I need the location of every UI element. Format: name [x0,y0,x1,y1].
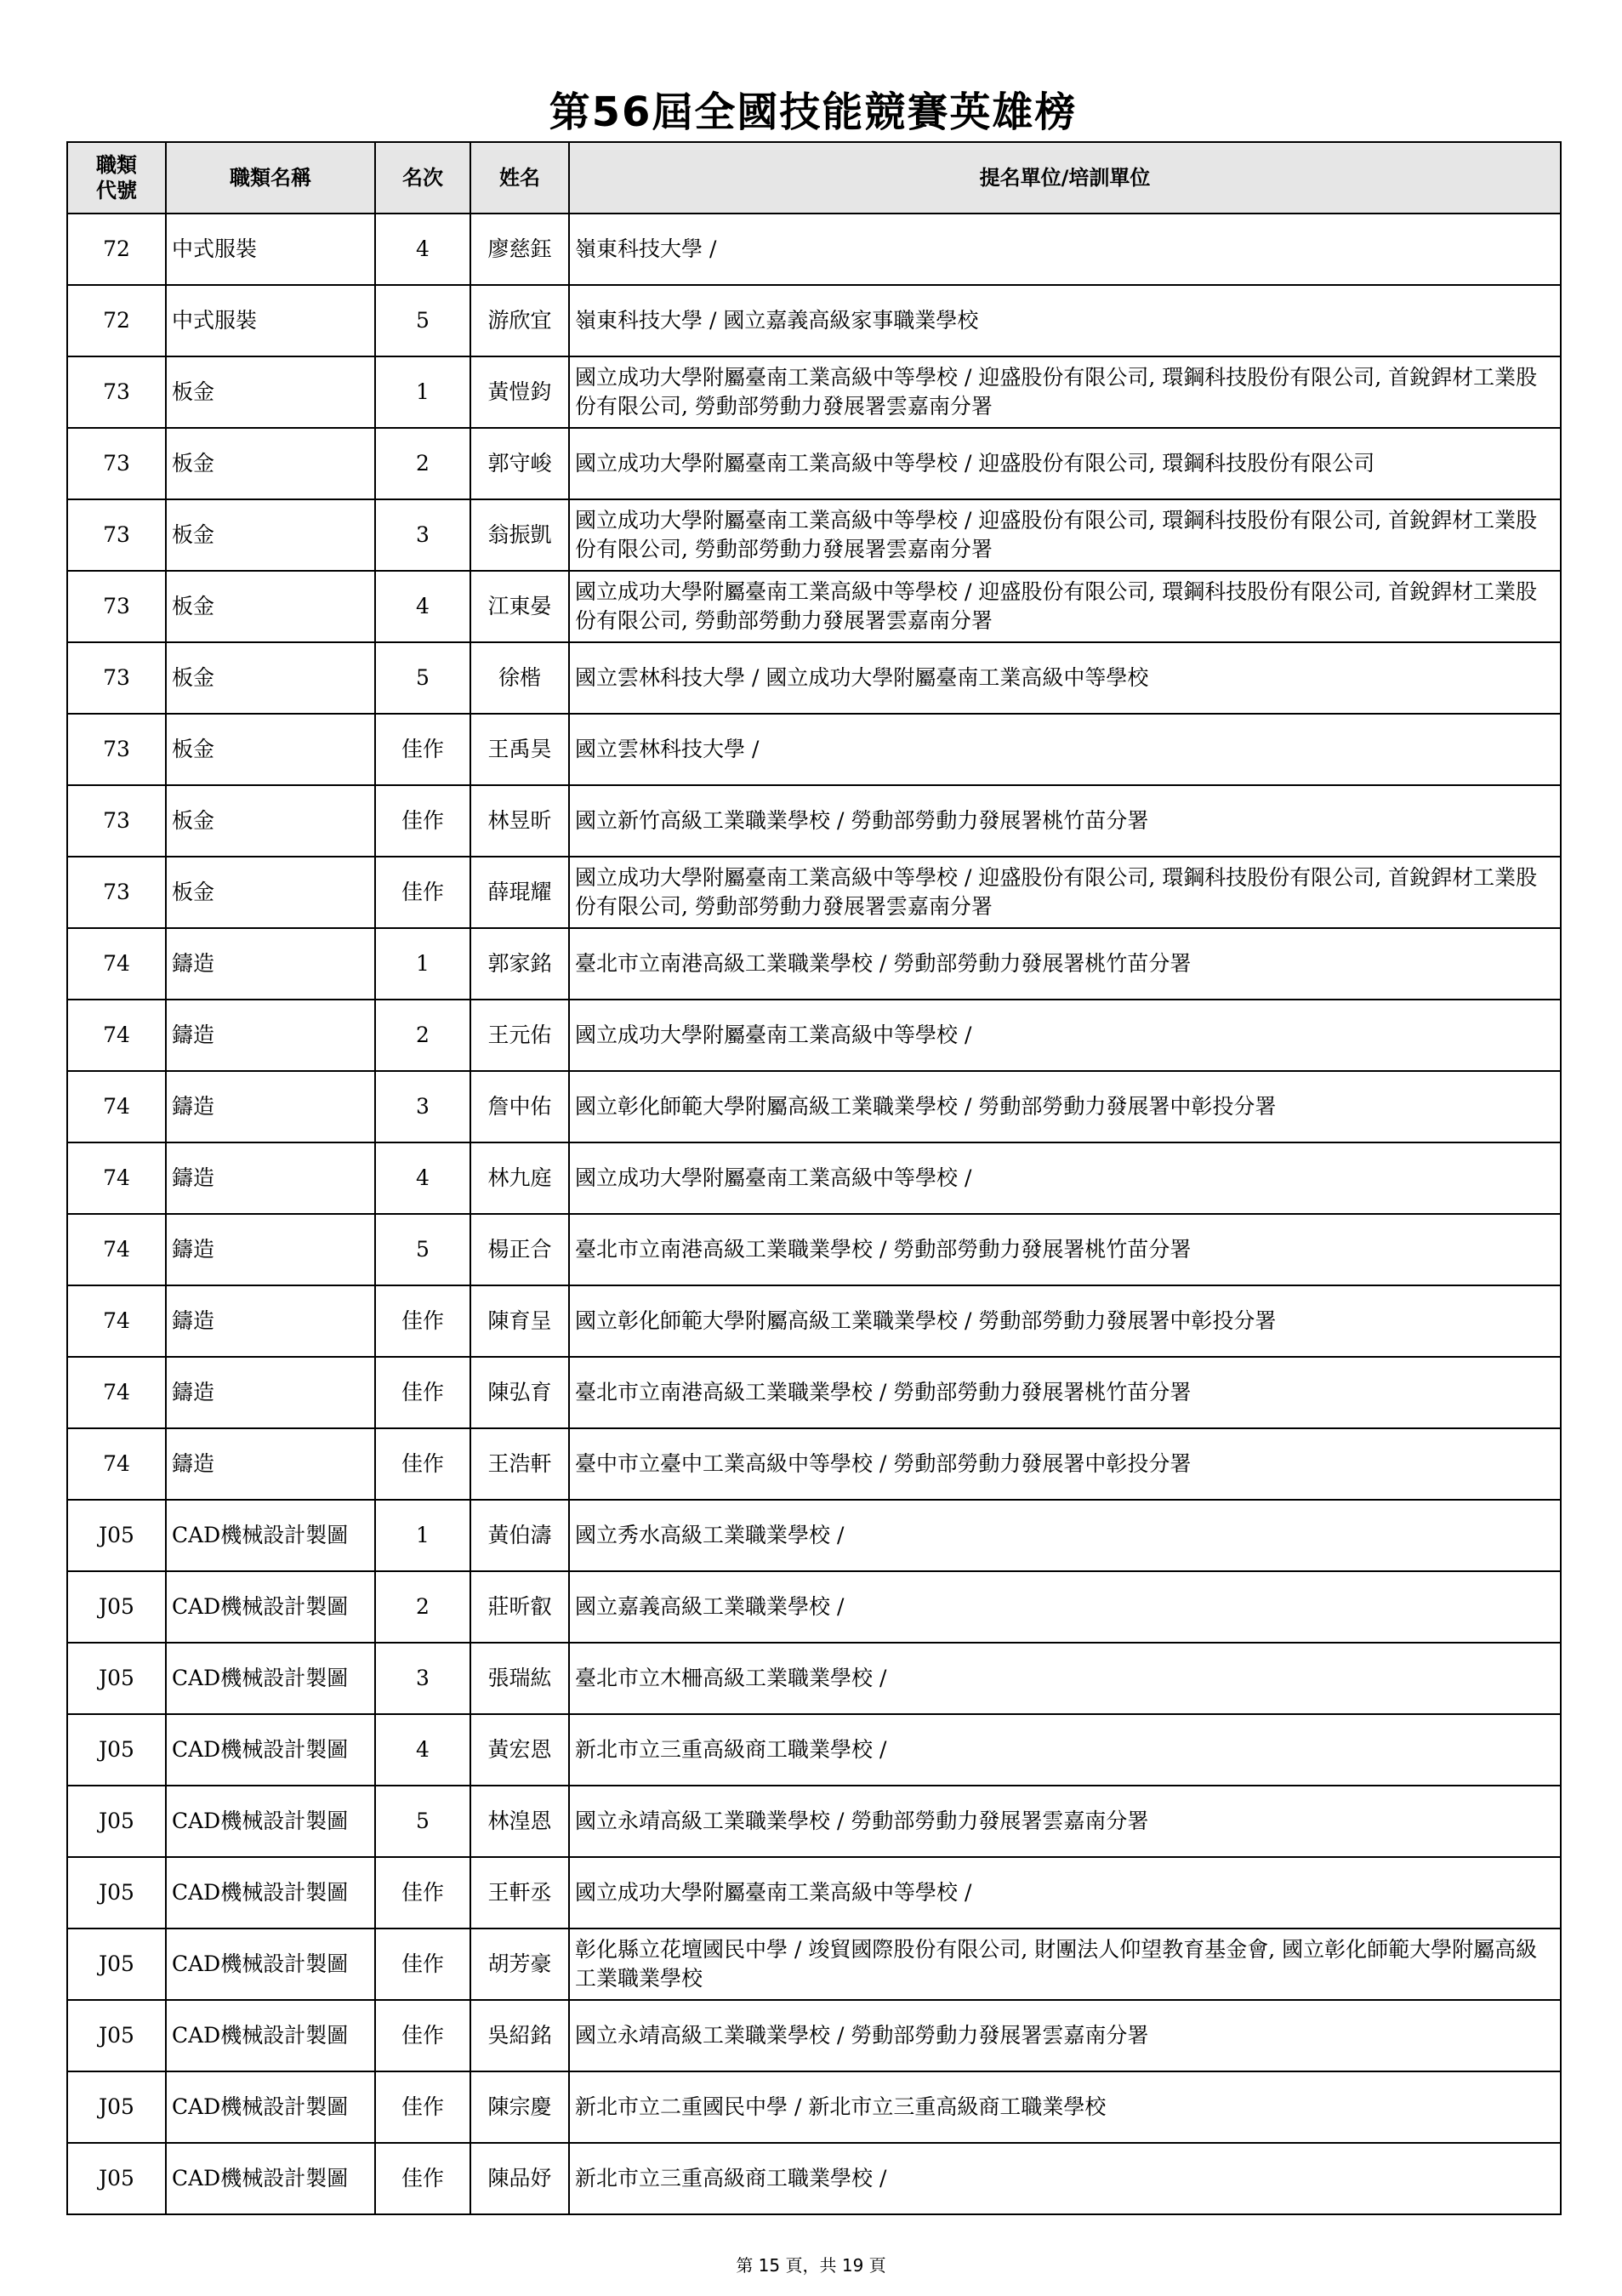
cell-code: 74 [67,1285,166,1357]
cell-category: 板金 [166,714,375,785]
table-row [67,1357,1561,1428]
cell-name: 黃伯濤 [470,1500,569,1571]
cell-rank: 3 [375,499,470,571]
cell-name: 翁振凱 [470,499,569,571]
cell-category: 鑄造 [166,1000,375,1071]
cell-code: 73 [67,785,166,857]
cell-name: 郭家銘 [470,928,569,1000]
table-header-row [67,142,1561,214]
cell-code: J05 [67,2143,166,2214]
table-row [67,1643,1561,1714]
table-row [67,1214,1561,1285]
cell-unit: 國立彰化師範大學附屬高級工業職業學校 / 勞動部勞動力發展署中彰投分署 [569,1285,1561,1357]
cell-unit: 國立永靖高級工業職業學校 / 勞動部勞動力發展署雲嘉南分署 [569,1786,1561,1857]
cell-name: 張瑞紘 [470,1643,569,1714]
table-row [67,2143,1561,2214]
cell-code: 74 [67,1357,166,1428]
cell-rank: 5 [375,1786,470,1857]
cell-rank: 佳作 [375,2071,470,2143]
cell-unit: 新北市立二重國民中學 / 新北市立三重高級商工職業學校 [569,2071,1561,2143]
cell-category: 鑄造 [166,1071,375,1142]
cell-rank: 5 [375,1214,470,1285]
table-row [67,428,1561,499]
cell-category: 板金 [166,499,375,571]
cell-code: 74 [67,1000,166,1071]
cell-rank: 2 [375,1000,470,1071]
cell-rank: 佳作 [375,1428,470,1500]
table-row [67,285,1561,356]
cell-code: 74 [67,1428,166,1500]
table-row [67,214,1561,285]
cell-rank: 佳作 [375,2000,470,2071]
cell-code: J05 [67,1643,166,1714]
cell-category: 鑄造 [166,1214,375,1285]
cell-name: 胡芳豪 [470,1929,569,2000]
cell-name: 陳宗慶 [470,2071,569,2143]
cell-rank: 4 [375,1142,470,1214]
cell-name: 吳紹銘 [470,2000,569,2071]
table-row [67,714,1561,785]
cell-code: 74 [67,1071,166,1142]
table-row [67,1786,1561,1857]
cell-name: 陳育呈 [470,1285,569,1357]
cell-code: J05 [67,1500,166,1571]
cell-code: 74 [67,1214,166,1285]
cell-code: 73 [67,857,166,928]
column-header-code: 職類 代號 [67,142,166,214]
cell-name: 江東晏 [470,571,569,642]
cell-category: 板金 [166,428,375,499]
cell-category: CAD機械設計製圖 [166,2143,375,2214]
cell-rank: 2 [375,1571,470,1643]
cell-rank: 佳作 [375,1285,470,1357]
table-row [67,356,1561,428]
page-title: 第56屆全國技能競賽英雄榜 [549,88,1078,136]
cell-name: 林昱昕 [470,785,569,857]
cell-unit: 臺北市立南港高級工業職業學校 / 勞動部勞動力發展署桃竹苗分署 [569,1214,1561,1285]
cell-name: 林湟恩 [470,1786,569,1857]
cell-name: 郭守峻 [470,428,569,499]
cell-rank: 佳作 [375,1857,470,1929]
cell-category: 鑄造 [166,928,375,1000]
table-body [67,214,1561,2214]
cell-code: 72 [67,214,166,285]
table-row [67,1142,1561,1214]
cell-code: J05 [67,2000,166,2071]
cell-unit: 國立成功大學附屬臺南工業高級中等學校 / [569,1857,1561,1929]
cell-rank: 佳作 [375,857,470,928]
cell-name: 陳弘育 [470,1357,569,1428]
cell-name: 王禹昊 [470,714,569,785]
cell-unit: 新北市立三重高級商工職業學校 / [569,2143,1561,2214]
cell-category: CAD機械設計製圖 [166,1786,375,1857]
cell-unit: 國立成功大學附屬臺南工業高級中等學校 / [569,1142,1561,1214]
table-row [67,642,1561,714]
cell-unit: 國立成功大學附屬臺南工業高級中等學校 / 迎盛股份有限公司, 環鋼科技股份有限公司 [569,428,1561,499]
cell-category: CAD機械設計製圖 [166,1857,375,1929]
cell-category: 板金 [166,571,375,642]
cell-code: J05 [67,1714,166,1786]
cell-name: 廖慈鈺 [470,214,569,285]
cell-name: 游欣宜 [470,285,569,356]
table-row [67,2071,1561,2143]
cell-category: CAD機械設計製圖 [166,1500,375,1571]
table-row [67,1929,1561,2000]
cell-category: 中式服裝 [166,285,375,356]
cell-rank: 1 [375,928,470,1000]
cell-category: 鑄造 [166,1428,375,1500]
cell-category: 板金 [166,642,375,714]
cell-unit: 國立秀水高級工業職業學校 / [569,1500,1561,1571]
cell-unit: 嶺東科技大學 / 國立嘉義高級家事職業學校 [569,285,1561,356]
cell-category: 鑄造 [166,1142,375,1214]
cell-unit: 國立成功大學附屬臺南工業高級中等學校 / [569,1000,1561,1071]
cell-category: CAD機械設計製圖 [166,2071,375,2143]
cell-unit: 國立成功大學附屬臺南工業高級中等學校 / 迎盛股份有限公司, 環鋼科技股份有限公司, 首銳銲材工業股份有限公司, 勞動部勞動力發展署雲嘉南分署 [569,499,1561,571]
page-number: 第 15 頁，共 19 頁 [736,2255,886,2276]
cell-code: J05 [67,1857,166,1929]
column-header-rank: 名次 [375,142,470,214]
cell-unit: 臺北市立木柵高級工業職業學校 / [569,1643,1561,1714]
cell-category: CAD機械設計製圖 [166,1714,375,1786]
cell-category: 板金 [166,356,375,428]
cell-unit: 國立新竹高級工業職業學校 / 勞動部勞動力發展署桃竹苗分署 [569,785,1561,857]
cell-code: 73 [67,428,166,499]
cell-rank: 4 [375,571,470,642]
cell-unit: 國立雲林科技大學 / 國立成功大學附屬臺南工業高級中等學校 [569,642,1561,714]
cell-name: 莊昕叡 [470,1571,569,1643]
cell-unit: 國立彰化師範大學附屬高級工業職業學校 / 勞動部勞動力發展署中彰投分署 [569,1071,1561,1142]
cell-rank: 4 [375,214,470,285]
table-row [67,1000,1561,1071]
cell-category: 鑄造 [166,1357,375,1428]
table-row [67,857,1561,928]
cell-unit: 國立成功大學附屬臺南工業高級中等學校 / 迎盛股份有限公司, 環鋼科技股份有限公司, 首銳銲材工業股份有限公司, 勞動部勞動力發展署雲嘉南分署 [569,857,1561,928]
cell-name: 黃愷鈞 [470,356,569,428]
table-row [67,785,1561,857]
cell-code: 73 [67,356,166,428]
table-row [67,1285,1561,1357]
cell-unit: 嶺東科技大學 / [569,214,1561,285]
cell-name: 王浩軒 [470,1428,569,1500]
cell-rank: 佳作 [375,714,470,785]
cell-code: J05 [67,1786,166,1857]
cell-unit: 臺北市立南港高級工業職業學校 / 勞動部勞動力發展署桃竹苗分署 [569,928,1561,1000]
cell-rank: 1 [375,356,470,428]
cell-category: CAD機械設計製圖 [166,1571,375,1643]
cell-rank: 佳作 [375,1357,470,1428]
cell-rank: 3 [375,1643,470,1714]
cell-code: 72 [67,285,166,356]
cell-name: 薛琨耀 [470,857,569,928]
table-row [67,928,1561,1000]
cell-category: CAD機械設計製圖 [166,1643,375,1714]
cell-code: 73 [67,714,166,785]
cell-unit: 臺北市立南港高級工業職業學校 / 勞動部勞動力發展署桃竹苗分署 [569,1357,1561,1428]
cell-code: 73 [67,642,166,714]
cell-code: J05 [67,1571,166,1643]
cell-unit: 國立雲林科技大學 / [569,714,1561,785]
cell-name: 王元佑 [470,1000,569,1071]
cell-name: 林九庭 [470,1142,569,1214]
cell-unit: 國立嘉義高級工業職業學校 / [569,1571,1561,1643]
cell-rank: 3 [375,1071,470,1142]
cell-code: 74 [67,1142,166,1214]
table-row [67,1071,1561,1142]
cell-name: 王軒丞 [470,1857,569,1929]
table-row [67,1428,1561,1500]
cell-name: 徐楷 [470,642,569,714]
cell-category: CAD機械設計製圖 [166,1929,375,2000]
cell-name: 陳品妤 [470,2143,569,2214]
cell-rank: 1 [375,1500,470,1571]
cell-unit: 臺中市立臺中工業高級中等學校 / 勞動部勞動力發展署中彰投分署 [569,1428,1561,1500]
cell-rank: 4 [375,1714,470,1786]
cell-code: 74 [67,928,166,1000]
cell-unit: 新北市立三重高級商工職業學校 / [569,1714,1561,1786]
cell-rank: 5 [375,642,470,714]
cell-rank: 5 [375,285,470,356]
cell-category: 中式服裝 [166,214,375,285]
column-header-unit: 提名單位/培訓單位 [569,142,1561,214]
cell-unit: 國立成功大學附屬臺南工業高級中等學校 / 迎盛股份有限公司, 環鋼科技股份有限公司, 首銳銲材工業股份有限公司, 勞動部勞動力發展署雲嘉南分署 [569,356,1561,428]
cell-rank: 佳作 [375,785,470,857]
cell-name: 詹中佑 [470,1071,569,1142]
cell-code: 73 [67,571,166,642]
results-table [66,141,1562,2215]
table-row [67,1714,1561,1786]
table-row [67,571,1561,642]
cell-unit: 國立成功大學附屬臺南工業高級中等學校 / 迎盛股份有限公司, 環鋼科技股份有限公司, 首銳銲材工業股份有限公司, 勞動部勞動力發展署雲嘉南分署 [569,571,1561,642]
cell-category: 板金 [166,857,375,928]
cell-unit: 彰化縣立花壇國民中學 / 竣貿國際股份有限公司, 財團法人仰望教育基金會, 國立彰化師範大學附屬高級工業職業學校 [569,1929,1561,2000]
table-row [67,1571,1561,1643]
column-header-name: 姓名 [470,142,569,214]
cell-code: J05 [67,1929,166,2000]
column-header-category: 職類名稱 [166,142,375,214]
table-row [67,2000,1561,2071]
table-row [67,1500,1561,1571]
table-row [67,499,1561,571]
cell-rank: 佳作 [375,2143,470,2214]
cell-category: 鑄造 [166,1285,375,1357]
table-row [67,1857,1561,1929]
cell-code: 73 [67,499,166,571]
cell-unit: 國立永靖高級工業職業學校 / 勞動部勞動力發展署雲嘉南分署 [569,2000,1561,2071]
cell-category: CAD機械設計製圖 [166,2000,375,2071]
cell-code: J05 [67,2071,166,2143]
cell-name: 楊正合 [470,1214,569,1285]
cell-category: 板金 [166,785,375,857]
cell-rank: 2 [375,428,470,499]
cell-name: 黃宏恩 [470,1714,569,1786]
cell-rank: 佳作 [375,1929,470,2000]
